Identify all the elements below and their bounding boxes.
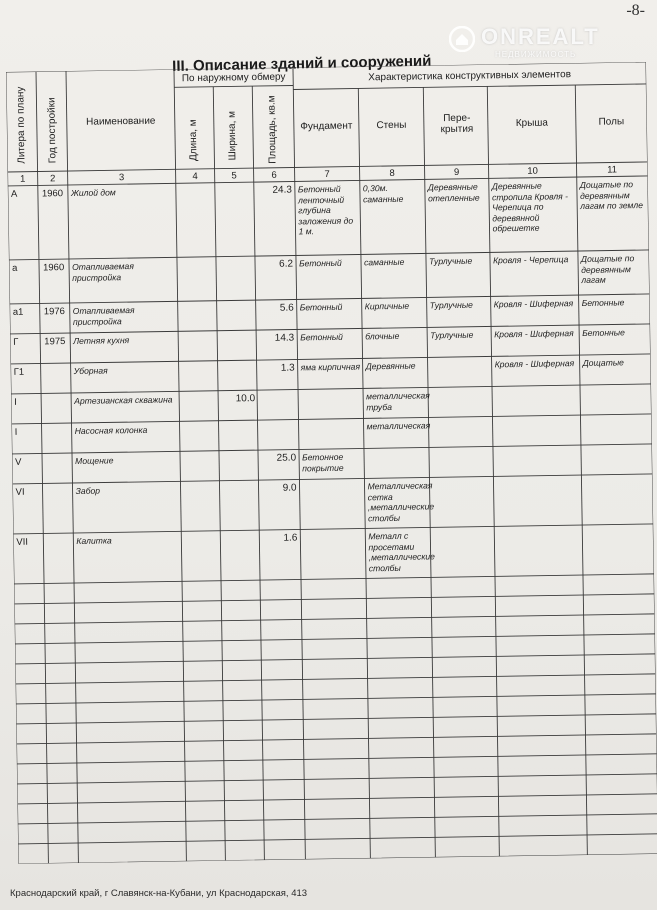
col-number: 9 <box>453 166 460 178</box>
cell-roof: Деревянные стропила Кровля - Черепица по деревянной обрешетке <box>491 180 569 234</box>
header-name: Наименование <box>86 115 156 128</box>
cell-name: Отапливаемая пристройка <box>71 261 134 283</box>
cell-walls: металлическая труба <box>366 390 430 412</box>
watermark <box>449 24 639 66</box>
cell-width: 10.0 <box>235 393 256 405</box>
cell-floors-over: Турлучные <box>428 255 473 267</box>
cell-area: 5.6 <box>279 302 294 314</box>
cell-floors-over: Турлучные <box>430 329 474 341</box>
cell-foundation: яма кирпичная <box>300 361 361 373</box>
cell-area: 14.3 <box>274 332 295 344</box>
cell-litera: А <box>10 188 18 200</box>
cell-walls: саманные <box>363 256 405 268</box>
cell-name: Отапливаемая пристройка <box>72 305 135 327</box>
cell-litera: Г1 <box>13 366 25 378</box>
header-characteristics: Характеристика конструктивных элементов <box>368 69 572 84</box>
cell-walls: металлическая <box>366 420 431 432</box>
cell-litera: а <box>11 262 18 274</box>
cell-litera: V <box>15 456 22 468</box>
header-area: Площадь, кв.м <box>266 95 279 164</box>
watermark-brand: ONREALT <box>481 24 600 49</box>
cell-roof: Кровля - Шиферная <box>494 358 575 370</box>
col-number: 2 <box>49 173 56 185</box>
address-footer: Краснодарский край, г Славянск-на-Кубани, ул Краснодарская, 413 <box>10 888 308 899</box>
cell-name: Забор <box>75 485 101 496</box>
page-title: III. Описание зданий и сооружений <box>172 52 432 75</box>
cell-area: 24.3 <box>272 184 292 196</box>
cell-name: Летняя кухня <box>73 335 130 346</box>
cell-year: 1960 <box>41 188 64 200</box>
cell-flooring: Бетонные <box>582 327 625 338</box>
cell-litera: Г <box>13 336 19 348</box>
cell-flooring: Дощатые по деревянным лагам <box>580 253 635 285</box>
cell-area: 1.6 <box>283 532 298 544</box>
house-logo-icon <box>449 26 475 52</box>
cell-roof: Кровля - Черепица <box>492 254 569 266</box>
cell-area: 6.2 <box>279 258 294 270</box>
cell-walls: Металлическая сетка ,металлические столбы <box>367 480 435 523</box>
col-number: 5 <box>231 170 237 182</box>
cell-year: 1975 <box>44 336 66 348</box>
page-number: -8- <box>626 2 645 19</box>
cell-litera: I <box>14 396 17 408</box>
cell-area: 25.0 <box>276 452 297 464</box>
cell-name: Насосная колонка <box>74 424 148 436</box>
cell-litera: VII <box>16 536 29 548</box>
header-outer: По наружному обмеру <box>181 71 286 85</box>
col-number: 3 <box>118 172 125 184</box>
cell-walls: 0,30м. саманные <box>362 183 404 204</box>
cell-litera: а1 <box>12 306 24 318</box>
cell-flooring: Дощатые <box>582 357 625 368</box>
cell-name: Уборная <box>73 365 108 376</box>
header-width: Ширина, м <box>226 110 239 161</box>
cell-litera: I <box>14 426 18 438</box>
header-flooring: Полы <box>598 116 625 128</box>
cell-walls: Деревянные <box>365 360 416 372</box>
col-number: 11 <box>607 164 618 176</box>
col-number: 1 <box>19 173 26 185</box>
header-roof: Крыша <box>515 117 549 129</box>
header-floors-over: Пере-крытия <box>440 112 474 136</box>
col-number: 6 <box>271 169 277 181</box>
cell-foundation: Бетонный <box>299 301 343 313</box>
cell-roof: Кровля - Шиферная <box>493 298 574 310</box>
col-number: 10 <box>527 165 538 177</box>
col-number: 8 <box>389 167 395 179</box>
cell-area: 9.0 <box>282 482 297 494</box>
cell-foundation: Бетонное покрытие <box>302 451 344 473</box>
cell-foundation: Бетонный <box>298 257 342 269</box>
cell-area: 1.3 <box>280 362 295 374</box>
header-foundation: Фундамент <box>300 120 353 133</box>
cell-foundation: Бетонный ленточный глубина заложения до 1 м. <box>297 183 354 237</box>
col-number: 4 <box>192 171 198 183</box>
cell-roof: Кровля - Шиферная <box>494 328 574 340</box>
cell-foundation: Бетонный <box>300 331 343 343</box>
cell-year: 1960 <box>42 262 65 274</box>
cell-floors-over: Турлучные <box>429 299 473 311</box>
cell-flooring: Дощатые по деревянным лагам по земле <box>579 179 644 211</box>
cell-name: Мощение <box>75 455 114 466</box>
cell-flooring: Бетонные <box>581 297 625 308</box>
cell-walls: блочные <box>365 330 400 342</box>
cell-walls: Металл с просетами ,металлические столбы <box>368 530 435 573</box>
cell-litera: VI <box>15 486 25 498</box>
watermark-sub: НЕДВИЖИМОСТЬ <box>495 50 577 59</box>
header-length: Длина, м <box>187 119 200 162</box>
cell-walls: Кирпичные <box>364 300 410 312</box>
cell-floors-over: Деревянные отепленные <box>427 181 480 203</box>
cell-year: 1976 <box>43 306 65 318</box>
cell-name: Артезианская скважина <box>74 394 173 406</box>
buildings-table <box>6 62 657 864</box>
header-litera: Литера по плану <box>15 86 28 164</box>
header-year: Год постройки <box>46 97 59 164</box>
header-walls: Стены <box>376 119 407 132</box>
col-number: 7 <box>324 168 330 181</box>
cell-name: Калитка <box>76 535 112 546</box>
cell-name: Жилой дом <box>70 187 116 198</box>
